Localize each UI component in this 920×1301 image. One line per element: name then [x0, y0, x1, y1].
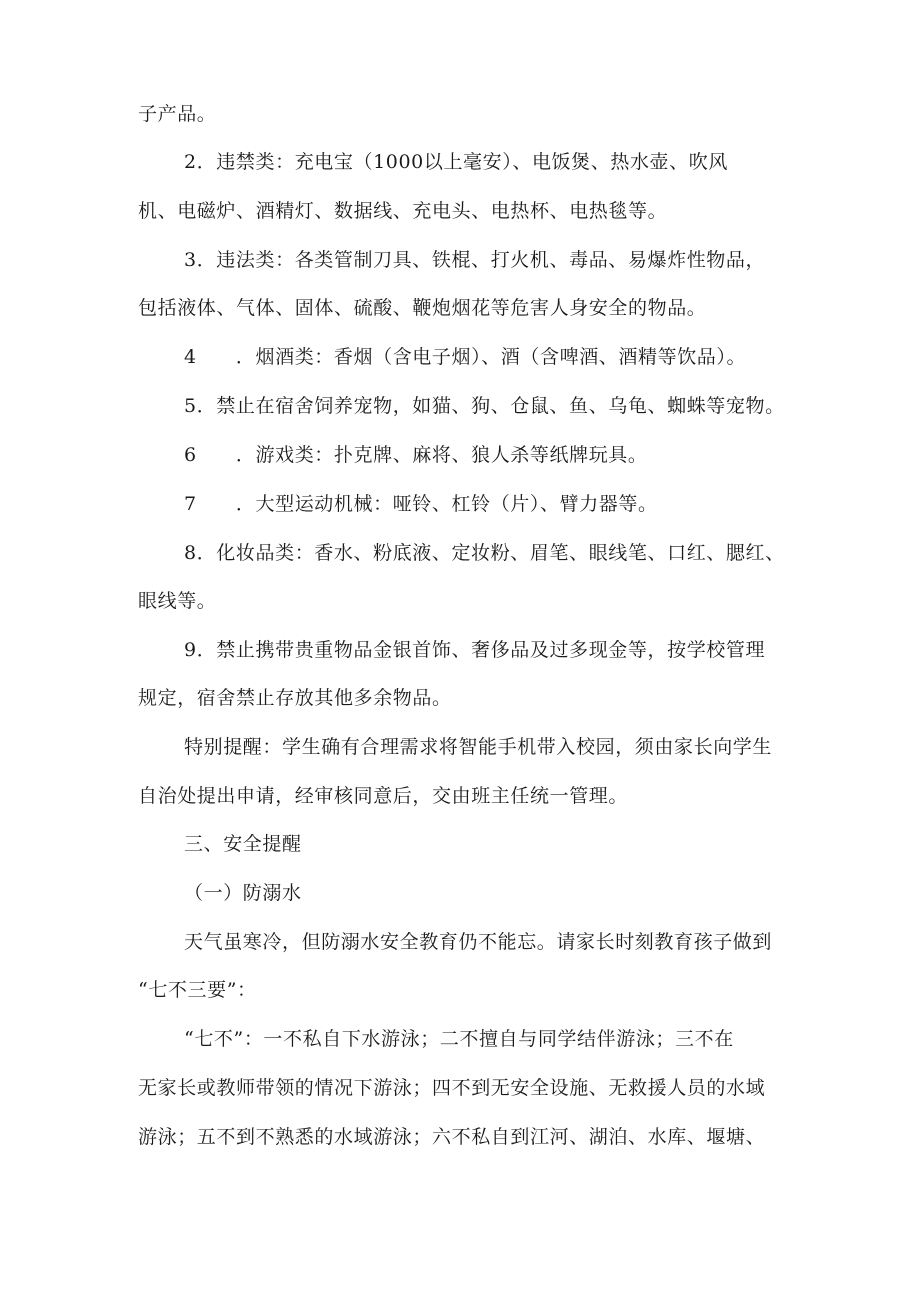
text-line: 规定，宿舍禁止存放其他多余物品。 — [138, 687, 452, 709]
list-item-4: 4 ．烟酒类：香烟（含电子烟）、酒（含啤酒、酒精等饮品）。 — [184, 346, 747, 368]
text-line: 自治处提出申请，经审核同意后，交由班主任统一管理。 — [138, 785, 629, 807]
special-reminder: 特别提醒：学生确有合理需求将智能手机带入校园，须由家长向学生 — [184, 736, 773, 758]
list-item-6: 6 ．游戏类：扑克牌、麻将、狼人杀等纸牌玩具。 — [184, 444, 648, 466]
list-item-2: 2．违禁类：充电宝（1000以上毫安）、电饭煲、热水壶、吹风 — [184, 151, 728, 173]
paragraph-start: 天气虽寒冷，但防溺水安全教育仍不能忘。请家长时刻教育孩子做到 — [184, 931, 773, 953]
list-item-9: 9．禁止携带贵重物品金银首饰、奢侈品及过多现金等，按学校管理 — [184, 639, 766, 661]
text-line: 眼线等。 — [138, 590, 217, 612]
text-line: 游泳；五不到不熟悉的水域游泳；六不私自到江河、湖泊、水库、堰塘、 — [138, 1126, 766, 1148]
text-line: 子产品。 — [138, 103, 217, 125]
paragraph-start: “七不”：一不私自下水游泳；二不擅自与同学结伴游泳；三不在 — [184, 1028, 734, 1050]
section-heading: 三、安全提醒 — [184, 833, 302, 855]
list-item-7: 7 ．大型运动机械：哑铃、杠铃（片）、臂力器等。 — [184, 493, 658, 515]
subsection-heading: （一）防溺水 — [184, 882, 302, 904]
text-line: 无家长或教师带领的情况下游泳；四不到无安全设施、无救援人员的水域 — [138, 1077, 766, 1099]
list-item-8: 8．化妆品类：香水、粉底液、定妆粉、眉笔、眼线笔、口红、腮红、 — [184, 542, 785, 564]
text-line: “七不三要”： — [138, 979, 257, 1001]
text-line: 包括液体、气体、固体、硫酸、鞭炮烟花等危害人身安全的物品。 — [138, 297, 707, 319]
list-item-3: 3．违法类：各类管制刀具、铁棍、打火机、毒品、易爆炸性物品， — [184, 249, 766, 271]
text-line: 机、电磁炉、酒精灯、数据线、充电头、电热杯、电热毯等。 — [138, 200, 668, 222]
list-item-5: 5．禁止在宿舍饲养宠物，如猫、狗、仓鼠、鱼、乌龟、蜘蛛等宠物。 — [184, 395, 785, 417]
